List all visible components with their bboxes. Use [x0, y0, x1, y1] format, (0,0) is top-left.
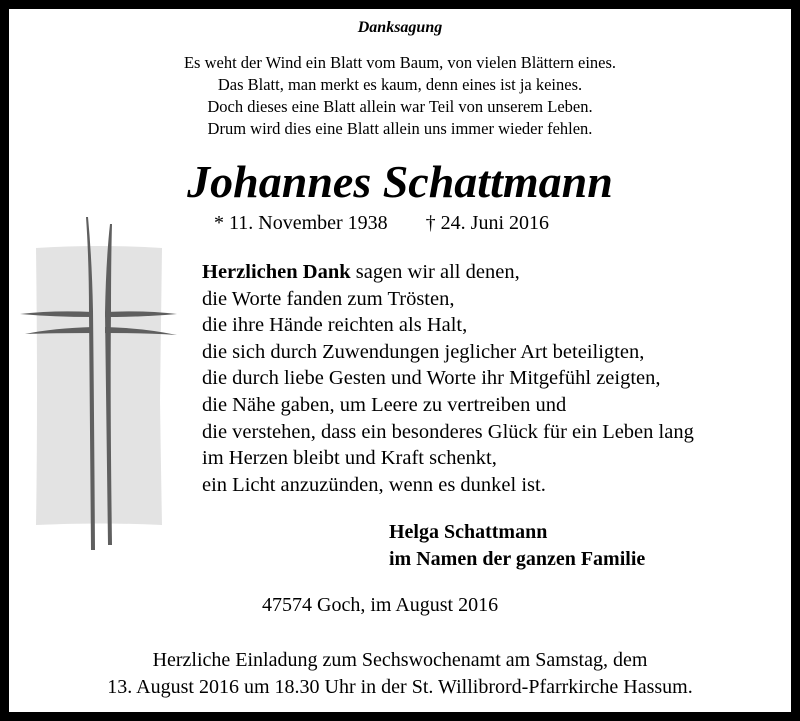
life-dates: [214, 212, 549, 235]
death-date: † 24. Juni 2016: [425, 212, 550, 234]
poem-line: Doch dieses eine Blatt allein war Teil von unserem Leben.: [207, 97, 593, 116]
thanks-line: die verstehen, dass ein besonderes Glück für ein Leben lang: [202, 420, 694, 443]
poem: [9, 52, 791, 140]
signature-name: Helga Schattmann: [389, 521, 548, 543]
thanks-line: im Herzen bleibt und Kraft schenkt,: [202, 447, 497, 470]
cross-icon: [9, 200, 189, 550]
invitation: [9, 647, 791, 701]
thanks-line: die durch liebe Gesten und Worte ihr Mitgefühl zeigten,: [202, 367, 661, 390]
thanks-line: [202, 259, 694, 286]
thanks-text: [202, 259, 694, 498]
thanks-line: die sich durch Zuwendungen jeglicher Art beteiligten,: [202, 340, 645, 363]
thanks-line: die ihre Hände reichten als Halt,: [202, 314, 468, 337]
deceased-name: Johannes Schattmann: [187, 156, 613, 207]
thanks-line: die Nähe gaben, um Leere zu vertreiben und: [202, 393, 567, 416]
place-date: 47574 Goch, im August 2016: [262, 594, 499, 616]
birth-date: * 11. November 1938: [214, 212, 388, 234]
signature: [389, 519, 645, 573]
thanks-bold: Herzlichen Dank: [202, 261, 351, 283]
thanks-rest: sagen wir all denen,: [350, 261, 520, 283]
signature-family: im Namen der ganzen Familie: [389, 548, 646, 570]
thanks-line: ein Licht anzuzünden, wenn es dunkel ist.: [202, 473, 546, 496]
thanks-line: die Worte fanden zum Trösten,: [202, 287, 455, 310]
poem-line: Das Blatt, man merkt es kaum, denn eines ist ja keines.: [217, 75, 583, 94]
poem-line: Drum wird dies eine Blatt allein uns immer wieder fehlen.: [207, 119, 593, 138]
invitation-line: 13. August 2016 um 18.30 Uhr in der St. Willibrord-Pfarrkirche Hassum.: [107, 676, 693, 698]
poem-line: Es weht der Wind ein Blatt vom Baum, von vielen Blättern eines.: [183, 53, 617, 72]
invitation-line: Herzliche Einladung zum Sechswochenamt am Samstag, dem: [152, 649, 648, 671]
heading: Danksagung: [357, 19, 443, 36]
